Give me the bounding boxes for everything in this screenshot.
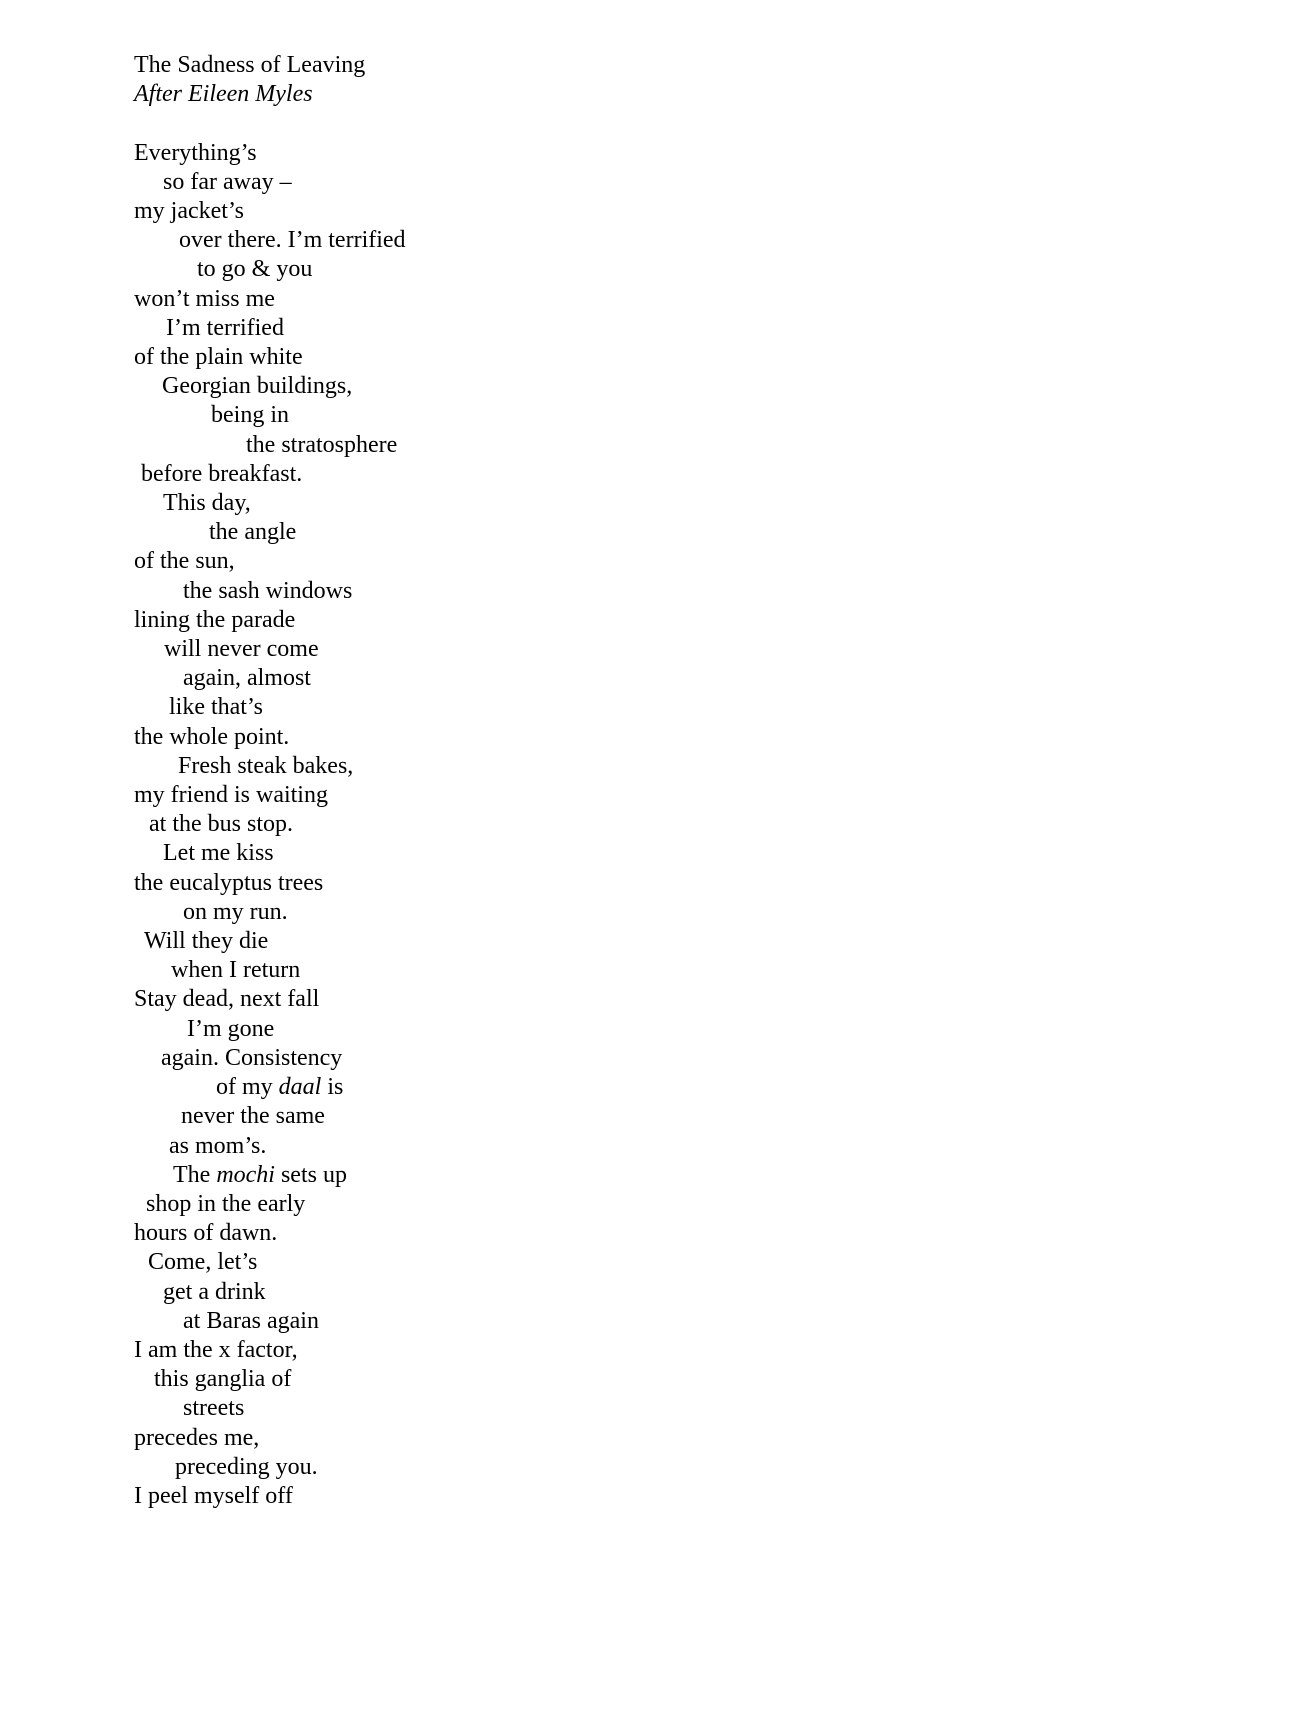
poem-line xyxy=(134,1365,1258,1394)
poem-line xyxy=(134,401,1258,430)
poem-text: when I return xyxy=(171,957,301,984)
poem-text: is xyxy=(321,1074,344,1101)
poem-line xyxy=(134,1424,1258,1453)
poem-text: this ganglia of xyxy=(154,1366,292,1393)
poem-text: the whole point. xyxy=(134,723,290,750)
poem-text: preceding you. xyxy=(175,1453,318,1480)
poem-text: being in xyxy=(211,402,289,429)
poem-text: shop in the early xyxy=(146,1190,306,1217)
poem-line xyxy=(134,197,1258,226)
poem-line xyxy=(134,1394,1258,1423)
poem-line xyxy=(134,723,1258,752)
poem-line xyxy=(134,1336,1258,1365)
poem-text: before breakfast. xyxy=(141,460,303,487)
poem-text: I’m terrified xyxy=(166,314,284,341)
poem-text: the angle xyxy=(209,519,297,546)
poem-text: won’t miss me xyxy=(134,285,275,312)
poem-dedication: After Eileen Myles xyxy=(134,81,313,108)
poem-line xyxy=(134,1219,1258,1248)
poem-body xyxy=(134,139,1258,1512)
poem-line xyxy=(134,1102,1258,1131)
poem-line xyxy=(134,664,1258,693)
poem-text: lining the parade xyxy=(134,606,296,633)
poem-text: The xyxy=(173,1161,217,1188)
poem-text: at Baras again xyxy=(183,1307,319,1334)
poem-text: my jacket’s xyxy=(134,198,244,224)
poem-line xyxy=(134,985,1258,1014)
poem-text: on my run. xyxy=(183,898,288,925)
poem-text: again. Consistency xyxy=(161,1044,343,1071)
poem-line xyxy=(134,898,1258,927)
poem-text: I am the x factor, xyxy=(134,1336,298,1363)
poem-line xyxy=(134,1044,1258,1073)
poem-line xyxy=(134,1482,1258,1511)
poem-text: This day, xyxy=(163,490,251,517)
poem-text: the sash windows xyxy=(183,577,353,604)
poem-text: Georgian buildings, xyxy=(162,373,353,400)
stanza-gap xyxy=(134,109,1258,138)
poem-text: Come, let’s xyxy=(148,1249,258,1276)
poem-text: of my xyxy=(216,1074,279,1101)
poem-text: the stratosphere xyxy=(246,431,398,458)
poem-text: my friend is waiting xyxy=(134,782,328,809)
poem-line xyxy=(134,226,1258,255)
poem-line xyxy=(134,1453,1258,1482)
poem-text: so far away – xyxy=(163,168,292,195)
poem-text: the eucalyptus trees xyxy=(134,869,324,896)
poem-text: over there. I’m terrified xyxy=(179,227,406,254)
poem-line xyxy=(134,1161,1258,1190)
poem-text: Everything’s xyxy=(134,139,257,166)
poem-line xyxy=(134,343,1258,372)
poem-text: precedes me, xyxy=(134,1424,260,1451)
poem-text: of the sun, xyxy=(134,548,235,575)
poem-line xyxy=(134,460,1258,489)
poem-line xyxy=(134,372,1258,401)
poem-line xyxy=(134,869,1258,898)
poem-text: streets xyxy=(183,1395,245,1422)
italic-term: mochi xyxy=(216,1161,275,1188)
poem-line xyxy=(134,489,1258,518)
poem-line xyxy=(134,139,1258,168)
poem-text: get a drink xyxy=(163,1278,266,1305)
poem-line xyxy=(134,752,1258,781)
italic-term: daal xyxy=(278,1074,322,1101)
poem-line xyxy=(134,693,1258,722)
poem-line xyxy=(134,255,1258,284)
poem-line xyxy=(134,547,1258,576)
poem-text: at the bus stop. xyxy=(149,811,293,838)
poem-line xyxy=(134,810,1258,839)
poem-text: hours of dawn. xyxy=(134,1220,278,1247)
poem-text: Let me kiss xyxy=(163,840,274,867)
poem-text: again, almost xyxy=(183,665,311,692)
poem-text: never the same xyxy=(181,1103,325,1130)
poem-text: I’m gone xyxy=(187,1015,275,1042)
poem-line xyxy=(134,635,1258,664)
poem-line xyxy=(134,839,1258,868)
poem-text: as mom’s. xyxy=(169,1132,267,1159)
poem-text: sets up xyxy=(274,1161,347,1188)
poem-line xyxy=(134,1073,1258,1102)
poem-line xyxy=(134,431,1258,460)
poem-line xyxy=(134,781,1258,810)
poem-text: to go & you xyxy=(197,256,313,283)
poem-line xyxy=(134,1190,1258,1219)
poem-text: Will they die xyxy=(144,928,269,955)
poem-line xyxy=(134,1278,1258,1307)
poem-text: will never come xyxy=(164,636,319,663)
poem-line xyxy=(134,168,1258,197)
poem-line xyxy=(134,314,1258,343)
poem-text: like that’s xyxy=(169,694,263,721)
poem-text: of the plain white xyxy=(134,344,303,371)
poem-line xyxy=(134,1015,1258,1044)
poem-line xyxy=(134,956,1258,985)
poem-line xyxy=(134,927,1258,956)
poem-title: The Sadness of Leaving xyxy=(134,52,366,78)
poem-line xyxy=(134,1307,1258,1336)
poem-text: Fresh steak bakes, xyxy=(178,752,354,779)
poem-line xyxy=(134,518,1258,547)
poem-text: Stay dead, next fall xyxy=(134,986,320,1013)
poem-line xyxy=(134,606,1258,635)
poem-line xyxy=(134,577,1258,606)
poem-line xyxy=(134,285,1258,314)
poem-line xyxy=(134,1248,1258,1277)
poem-text: I peel myself off xyxy=(134,1482,293,1509)
poem-line xyxy=(134,1132,1258,1161)
